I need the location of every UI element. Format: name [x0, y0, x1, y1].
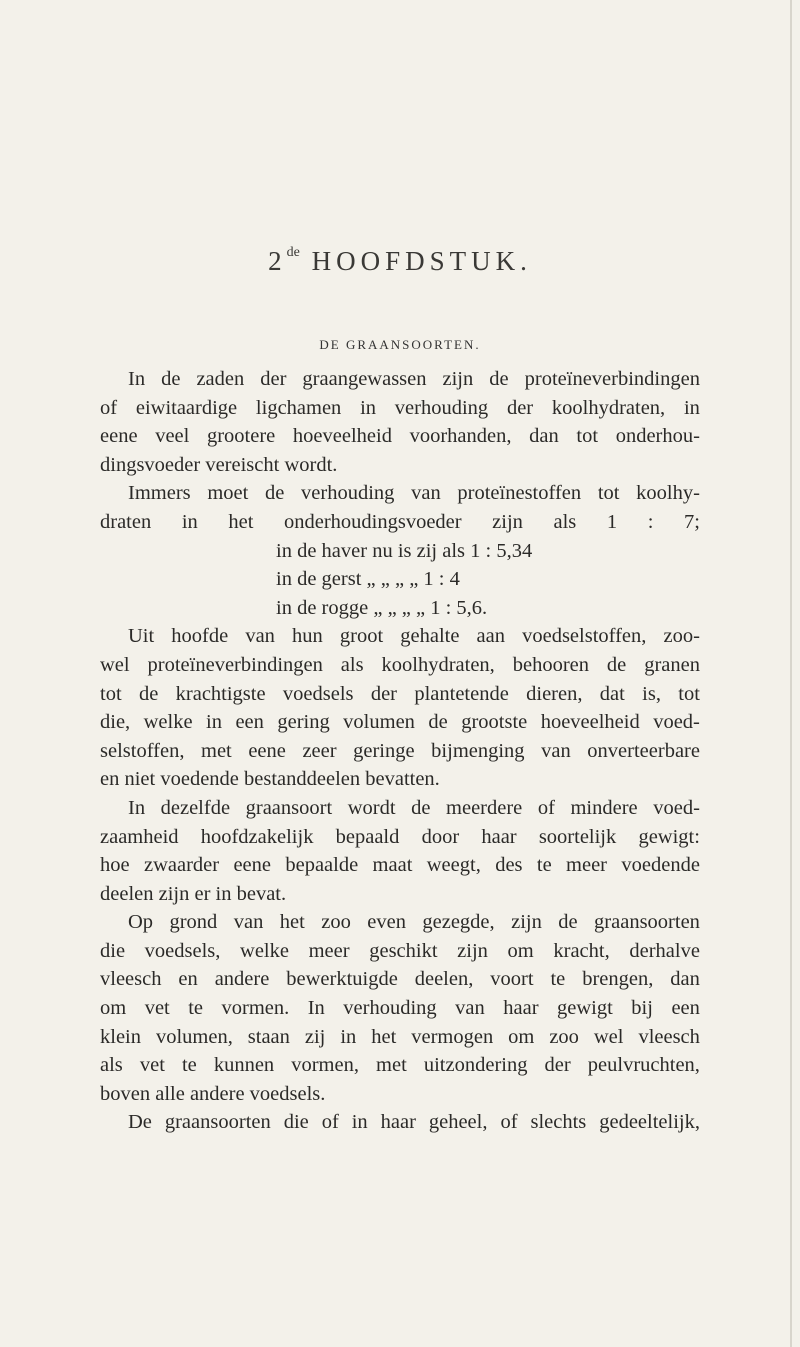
text-line: Uit hoofde van hun groot gehalte aan voedselstoffen, zoo-	[128, 625, 700, 648]
text-line: tot de krachtigste voedsels der plantetende dieren, dat is, tot	[100, 682, 700, 705]
text-line: wel proteïneverbindingen als koolhydraten, behooren de granen	[100, 653, 700, 676]
text-line: selstoffen, met eene zeer geringe bijmenging van onverteerbare	[100, 739, 700, 762]
text-line: om vet te vormen. In verhouding van haar gewigt bij een	[100, 997, 700, 1020]
text-line: vleesch en andere bewerktuigde deelen, voort te brengen, dan	[100, 968, 700, 991]
text-line: dingsvoeder vereischt wordt.	[100, 453, 338, 476]
text-line: draten in het onderhoudingsvoeder zijn als 1 : 7;	[100, 510, 700, 533]
chapter-heading	[0, 246, 800, 277]
text-line: of eiwitaardige ligchamen in verhouding der koolhydraten, in	[100, 396, 700, 419]
body-text	[100, 365, 700, 1137]
section-title: DE GRAANSOORTEN.	[319, 337, 481, 352]
text-line: klein volumen, staan zij in het vermogen om zoo wel vleesch	[100, 1025, 700, 1048]
chapter-number-suffix: de	[286, 245, 300, 260]
text-line: Immers moet de verhouding van proteïnestoffen tot koolhy-	[128, 482, 700, 505]
page-edge	[790, 0, 792, 1347]
text-line: en niet voedende bestanddeelen bevatten.	[100, 768, 440, 791]
text-line: Op grond van het zoo even gezegde, zijn de graansoorten	[128, 911, 700, 934]
text-line: zaamheid hoofdzakelijk bepaald door haar soortelijk gewigt:	[100, 825, 700, 848]
text-line: als vet te kunnen vormen, met uitzondering der peulvruchten,	[100, 1054, 700, 1077]
text-line: die, welke in een gering volumen de grootste hoeveelheid voed-	[100, 711, 700, 734]
text-line: hoe zwaarder eene bepaalde maat weegt, des te meer voedende	[100, 854, 700, 877]
text-line: In de zaden der graangewassen zijn de proteïneverbindingen	[128, 368, 700, 390]
text-line: in de gerst „ „ „ „ 1 : 4	[276, 568, 460, 591]
text-line: De graansoorten die of in haar geheel, of slechts gedeeltelijk,	[128, 1111, 700, 1134]
text-line: die voedsels, welke meer geschikt zijn om kracht, derhalve	[100, 939, 700, 962]
text-line: boven alle andere voedsels.	[100, 1082, 326, 1105]
text-line: eene veel grootere hoeveelheid voorhanden, dan tot onderhou-	[100, 425, 700, 448]
text-line: deelen zijn er in bevat.	[100, 882, 287, 905]
chapter-number: 2	[268, 246, 287, 276]
text-line: in de haver nu is zij als 1 : 5,34	[276, 539, 533, 562]
text-line: In dezelfde graansoort wordt de meerdere of mindere voed-	[128, 796, 700, 819]
text-line: in de rogge „ „ „ „ 1 : 5,6.	[276, 596, 488, 619]
chapter-title: HOOFDSTUK.	[311, 246, 532, 276]
